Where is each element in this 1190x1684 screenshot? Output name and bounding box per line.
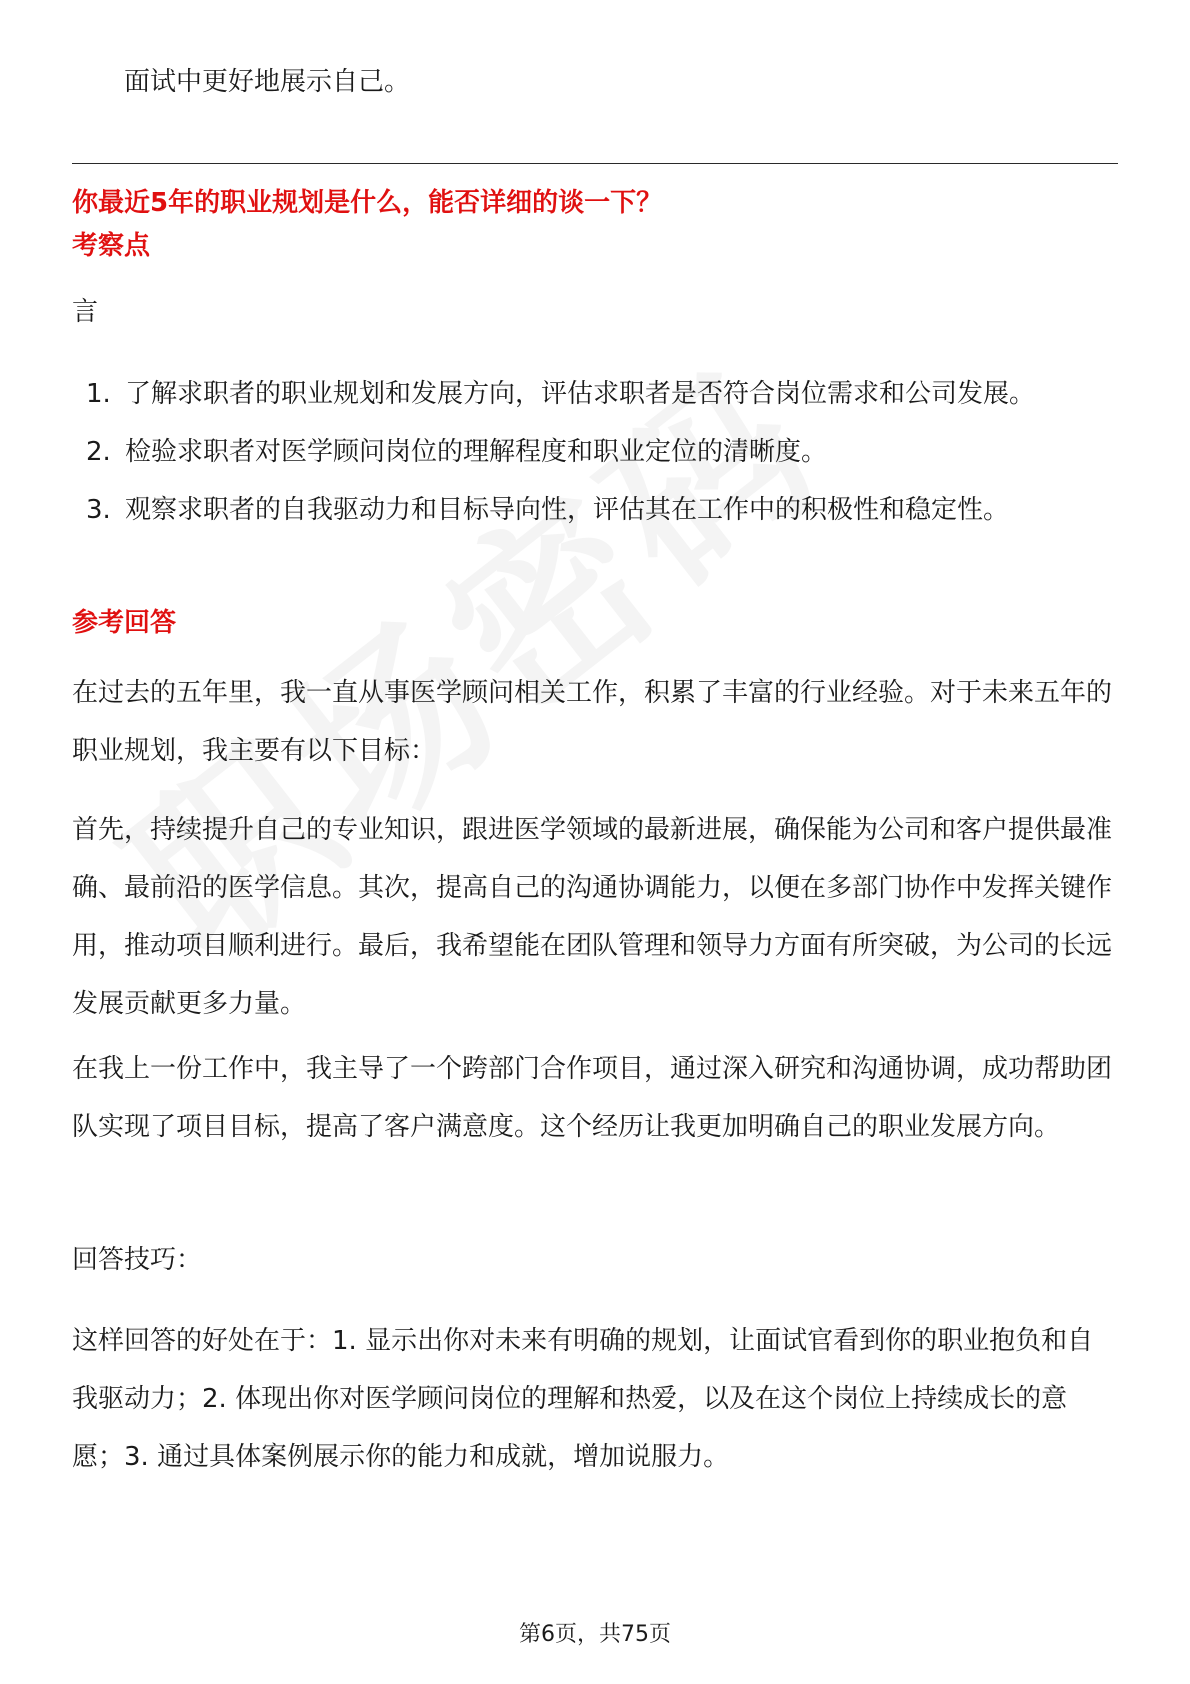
list-item-number: 3. [86,495,111,525]
reference-answer-label: 参考回答 [72,608,177,638]
tips-label: 回答技巧： [72,1245,203,1275]
page-number: 第6页，共75页 [519,1622,671,1647]
list-item [72,365,1118,423]
tips-paragraph: 这样回答的好处在于：1. 显示出你对未来有明确的规划，让面试官看到你的职业抱负和自我驱动力；2. 体现出你对医学顾问岗位的理解和热爱，以及在这个岗位上持续成长的意愿；3. 通过具体案例展示你的能力和成就，增加说服力。 [72,1326,1094,1472]
section-divider [72,163,1118,164]
exam-points-label: 考察点 [72,231,151,261]
list-item-number: 1. [86,379,111,409]
list-item-text: 检验求职者对医学顾问岗位的理解程度和职业定位的清晰度。 [125,437,828,467]
question-heading: 你最近5年的职业规划是什么，能否详细的谈一下？ [72,188,663,218]
list-item [72,481,1118,539]
exam-points-intro: 言 [72,297,99,327]
list-item-text: 了解求职者的职业规划和发展方向，评估求职者是否符合岗位需求和公司发展。 [125,379,1036,409]
exam-points-list [72,365,1118,539]
answer-paragraph: 在我上一份工作中，我主导了一个跨部门合作项目，通过深入研究和沟通协调，成功帮助团队实现了项目目标，提高了客户满意度。这个经历让我更加明确自己的职业发展方向。 [72,1054,1113,1142]
list-item-text: 观察求职者的自我驱动力和目标导向性，评估其在工作中的积极性和稳定性。 [125,495,1010,525]
previous-answer-tail: 面试中更好地展示自己。 [124,67,411,97]
answer-paragraph: 在过去的五年里，我一直从事医学顾问相关工作，积累了丰富的行业经验。对于未来五年的职业规划，我主要有以下目标： [72,678,1113,766]
list-item [72,423,1118,481]
answer-paragraph: 首先，持续提升自己的专业知识，跟进医学领域的最新进展，确保能为公司和客户提供最准确、最前沿的医学信息。其次，提高自己的沟通协调能力，以便在多部门协作中发挥关键作用，推动项目顺利进行。最后，我希望能在团队管理和领导力方面有所突破，为公司的长远发展贡献更多力量。 [72,815,1113,1019]
list-item-number: 2. [86,437,111,467]
